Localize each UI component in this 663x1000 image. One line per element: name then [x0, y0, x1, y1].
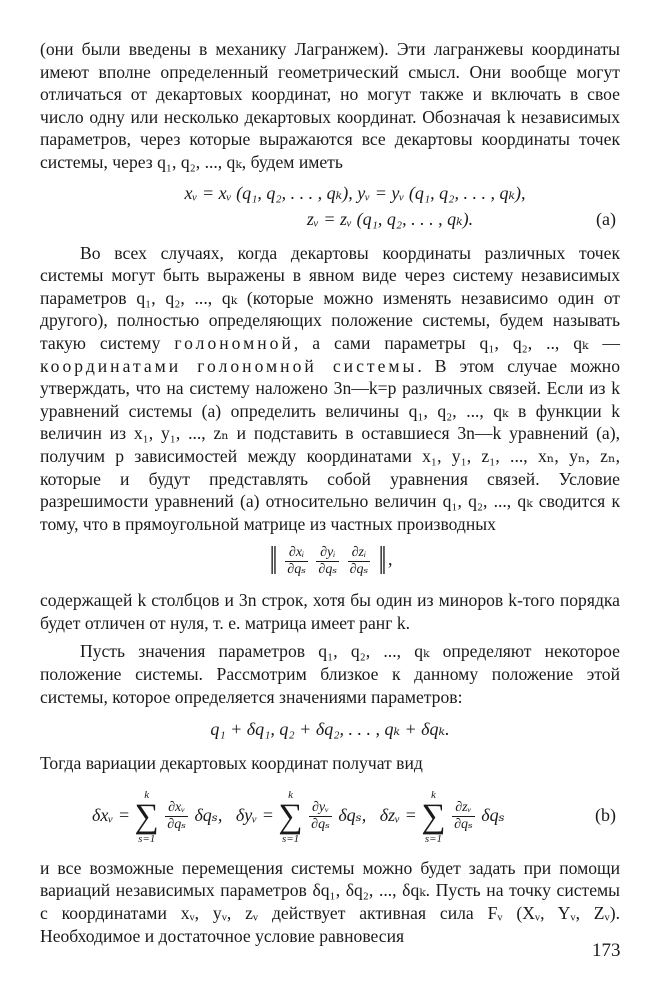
eq-b-term-z: δqₛ: [481, 804, 505, 825]
paragraph-1: (они были введены в механику Лагранжем). Эти лагранжевы координаты имеют вполне определенный геометрический смысл. Они вообще могут отличаться от декартовых координат, но могут также и включать в свое число одну или несколько декартовых координат. Обозначая k независимых параметров, через которые выражаются все декартовы координаты точек системы, через q₁, q₂, ..., qₖ, будем иметь: [40, 39, 620, 172]
paragraph-2-part-b: , а сами параметры q₁, q₂, .., qₖ —: [293, 332, 621, 353]
equation-a-tag: (a): [596, 208, 616, 229]
eq-b-fraction-z: $\frac{\text{∂zᵥ}}{\text{∂qₛ}}$: [454, 800, 473, 833]
matrix-fraction-x: $\frac{\text{∂xᵢ}}{\text{∂qₛ}}$: [287, 544, 306, 577]
matrix-comma: ,: [387, 549, 393, 570]
matrix-right-bar: ‖: [378, 538, 387, 584]
term-holonomic: голономной: [174, 332, 294, 353]
eq-b-fraction-y: $\frac{\text{∂yᵥ}}{\text{∂qₛ}}$: [311, 800, 330, 833]
sum-symbol-x: k ∑ s=1: [134, 788, 159, 845]
paragraph-2-part-a: Во всех случаях, когда декартовы координаты различных точек системы могут быть выражены в явном виде через систему независимых параметров q₁, q₂, ..., qₖ (которые можно изменять независимо один от другого), полностью определяющих положение системы, будем называть такую систему: [40, 242, 620, 353]
equation-b: [40, 785, 620, 845]
equation-a-line-2: [40, 206, 620, 232]
paragraph-2: [40, 242, 620, 536]
equation-variations: q₁ + δq₁, q₂ + δq₂, . . . , qₖ + δqₖ.: [210, 719, 450, 740]
paragraph-3: содержащей k столбцов и 3n строк, хотя бы один из миноров k-того порядка будет отличен от нуля, т. е. матрица имеет ранг k.: [40, 590, 620, 633]
equation-a: [40, 180, 620, 232]
matrix-fraction-y: $\frac{\text{∂yᵢ}}{\text{∂qₛ}}$: [318, 544, 338, 577]
page-number: 173: [592, 940, 621, 961]
paragraph-6: и все возможные перемещения системы можно будет задать при помощи вариаций независимых параметров δq₁, δq₂, ..., δqₖ. Пусть на точку системы с координатами xᵥ, yᵥ, zᵥ действует активная сила Fᵥ (Xᵥ, Yᵥ, Zᵥ). Необходимое и достаточное условие равновесия: [40, 857, 620, 946]
eq-b-term-x: δqₛ,: [194, 804, 223, 825]
term-holonomic-coordinates: координатами голономной системы: [40, 355, 418, 376]
equation-a-line-2-text: zᵥ = zᵥ (q₁, q₂, . . . , qₖ).: [306, 208, 474, 229]
sum-symbol-y: k ∑ s=1: [278, 788, 303, 845]
sum-symbol-z: k ∑ s=1: [421, 788, 446, 845]
equation-a-line-1: xᵥ = xᵥ (q₁, q₂, . . . , qₖ), yᵥ = yᵥ (q₁, q₂, . . . , qₖ),: [184, 182, 526, 203]
paragraph-2-part-c: . В этом случае можно утверждать, что на систему наложено 3n—k=p различных связей. Если из k уравнений системы (a) определить величины q₁, q₂, ..., qₖ в функции k величин из x₁, y₁, ..., zₙ и подставить в оставшиеся 3n—k уравнений (a), получим p зависимостей между координатами x₁, y₁, z₁, ..., xₙ, yₙ, zₙ, которые и будут представлять собой уравнения связей. Условие разрешимости уравнений (a) относительно величин q₁, q₂, ..., qₖ сводится к тому, что в прямоугольной матрице из частных производных: [40, 355, 620, 534]
eq-b-lhs-z: δzᵥ =: [379, 804, 417, 825]
eq-b-lhs-y: δyᵥ =: [235, 804, 274, 825]
equation-b-tag: (b): [595, 804, 616, 825]
page-body: [40, 38, 620, 947]
paragraph-5: Тогда вариации декартовых координат получат вид: [40, 753, 423, 774]
eq-b-lhs-x: δxᵥ =: [92, 804, 131, 825]
partial-derivative-matrix: [40, 538, 620, 584]
eq-b-fraction-x: $\frac{\text{∂xᵥ}}{\text{∂qₛ}}$: [167, 800, 186, 833]
matrix-left-bar: ‖: [269, 538, 278, 584]
paragraph-4: Пусть значения параметров q₁, q₂, ..., qₖ определяют некоторое положение системы. Рассмотрим близкое к данному положение этой системы, которое определяется значениями параметров:: [40, 641, 620, 707]
matrix-fraction-z: $\frac{\text{∂zᵢ}}{\text{∂qₛ}}$: [349, 544, 369, 577]
eq-b-term-y: δqₛ,: [338, 804, 367, 825]
